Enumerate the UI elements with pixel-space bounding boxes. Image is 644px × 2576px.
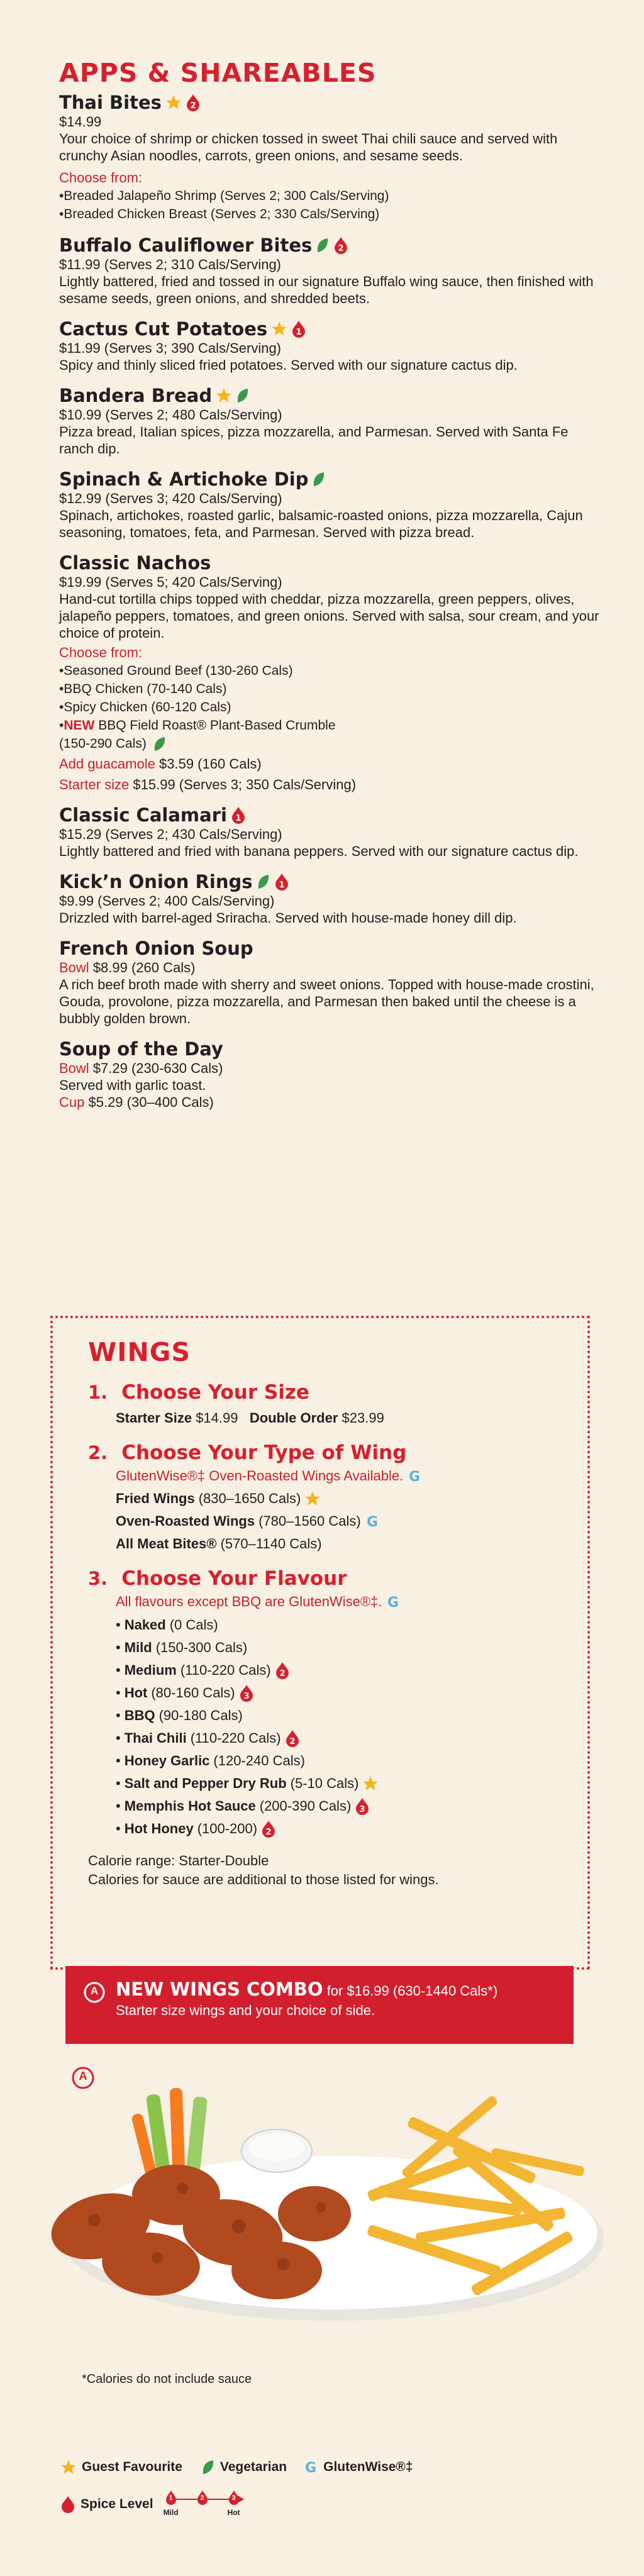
sauce-calorie-note: Calories for sauce are additional to those listed for wings. xyxy=(88,1872,439,1887)
guest-favourite-icon xyxy=(216,387,232,404)
item-description: Pizza bread, Italian spices, pizza mozzarella, and Parmesan. Served with Santa Fe ranch dip. xyxy=(59,424,569,457)
spice-level-1: 1 xyxy=(169,2494,173,2502)
combo-price: for $16.99 (630-1440 Cals*) xyxy=(326,1983,498,1999)
option-item-new-cals: (150-290 Cals) xyxy=(59,735,600,753)
step-title: Choose Your Type of Wing xyxy=(121,1441,407,1464)
apps-section xyxy=(59,58,600,1122)
item-name: Soup of the Day xyxy=(59,1038,223,1060)
flavour-thai-chili: • Thai Chili (110-220 Cals) 2 xyxy=(116,1727,566,1750)
menu-item-classic-nachos xyxy=(59,552,600,793)
spice-mild-label: Mild xyxy=(163,2508,179,2517)
spice-level-3-icon xyxy=(239,1684,254,1702)
spice-level-2-icon xyxy=(186,94,201,111)
wings-section xyxy=(50,1316,590,1970)
step-title: Choose Your Size xyxy=(121,1381,309,1404)
legend-glutenwise: GlutenWise®‡ xyxy=(323,2460,413,2474)
menu-item-buffalo-cauliflower-bites xyxy=(59,235,600,307)
item-description: Spicy and thinly sliced fried potatoes. Served with our signature cactus dip. xyxy=(59,357,518,373)
photo-badge-letter: A xyxy=(79,2070,87,2082)
spice-icon xyxy=(60,2496,75,2513)
step-choose-flavour xyxy=(88,1567,566,1840)
spice-level-2: 2 xyxy=(200,2494,204,2502)
new-label: NEW xyxy=(64,718,95,733)
item-description: Spinach, artichokes, roasted garlic, balsamic-roasted onions, pizza mozzarella, Cajun seasoning, tomatoes, feta, and Parmesan. Served with pizza bread. xyxy=(59,508,583,540)
item-price: $11.99 (Serves 2; 310 Cals/Serving) xyxy=(59,257,281,272)
flavour-mild: • Mild (150-300 Cals) xyxy=(116,1640,248,1655)
spice-hot-label: Hot xyxy=(227,2508,240,2517)
spice-level-1-icon xyxy=(231,806,246,824)
flavour-glutenwise-note: All flavours except BBQ are GlutenWise®‡. G xyxy=(88,1592,566,1611)
step-choose-type xyxy=(88,1441,566,1553)
glutenwise-icon xyxy=(407,1468,422,1484)
guest-favourite-icon xyxy=(304,1491,321,1507)
wings-photo xyxy=(0,2050,644,2352)
item-price: $12.99 (Serves 3; 420 Cals/Serving) xyxy=(59,491,282,506)
item-name: Kick’n Onion Rings xyxy=(59,871,253,892)
item-description: Lightly battered, fried and tossed in our signature Buffalo wing sauce, then finished with sesame seeds, green onions, and shredded beets. xyxy=(59,274,594,306)
wings-title: WINGS xyxy=(88,1337,191,1367)
item-price: $14.99 xyxy=(59,114,102,130)
item-name: Spinach & Artichoke Dip xyxy=(59,469,309,490)
svg-text:3: 3 xyxy=(359,1805,365,1814)
menu-item-french-onion-soup xyxy=(59,938,600,1027)
svg-text:2: 2 xyxy=(338,244,344,253)
apps-title: APPS & SHAREABLES xyxy=(59,58,377,88)
guest-favourite-icon xyxy=(165,94,182,111)
spice-level-1-icon xyxy=(291,320,306,338)
item-description: Drizzled with barrel-aged Sriracha. Served with house-made honey dill dip. xyxy=(59,910,517,926)
spice-level-2-icon xyxy=(333,236,348,254)
item-price: $15.29 (Serves 2; 430 Cals/Serving) xyxy=(59,826,282,842)
choose-from-label: Choose from: xyxy=(59,645,143,660)
vegetarian-icon xyxy=(236,387,250,404)
svg-text:2: 2 xyxy=(265,1828,272,1837)
wing-type-oven-roasted: Oven-Roasted Wings (780–1560 Cals) G xyxy=(88,1512,566,1531)
svg-text:2: 2 xyxy=(190,101,196,111)
vegetarian-icon xyxy=(316,237,330,253)
item-price: Bowl $8.99 (260 Cals) xyxy=(59,960,196,975)
calorie-range-note: Calorie range: Starter-Double xyxy=(88,1853,269,1868)
menu-item-spinach-artichoke-dip xyxy=(59,469,600,541)
guest-favourite-icon xyxy=(271,321,287,337)
menu-item-classic-calamari xyxy=(59,804,600,860)
size-options: Starter Size $14.99 Double Order $23.99 xyxy=(116,1410,384,1426)
combo-subtitle: Starter size wings and your choice of side. xyxy=(116,2002,375,2018)
item-description: Lightly battered and fried with banana peppers. Served with our signature cactus dip. xyxy=(59,843,579,859)
glutenwise-icon xyxy=(365,1514,380,1529)
svg-text:G: G xyxy=(305,2460,317,2475)
option-item: •Spicy Chicken (60-120 Cals) xyxy=(59,700,231,714)
flavour-honey-garlic: • Honey Garlic (120-240 Cals) xyxy=(116,1753,305,1768)
item-price: $11.99 (Serves 3; 390 Cals/Serving) xyxy=(59,340,281,356)
spice-level-2-icon xyxy=(285,1729,300,1747)
menu-item-kickn-onion-rings xyxy=(59,871,600,926)
item-price: Bowl $7.29 (230-630 Cals) xyxy=(59,1060,223,1076)
combo-title: NEW WINGS COMBO xyxy=(116,1979,323,2000)
option-item: •Seasoned Ground Beef (130-260 Cals) xyxy=(59,663,293,678)
svg-text:1: 1 xyxy=(235,814,242,823)
svg-text:G: G xyxy=(409,1469,421,1484)
option-item: •BBQ Chicken (70-140 Cals) xyxy=(59,682,227,696)
legend-spice-level: Spice Level xyxy=(80,2497,153,2511)
vegetarian-icon xyxy=(257,874,270,890)
addon-guacamole: Add guacamole $3.59 (160 Cals) xyxy=(59,756,262,772)
flavour-hot: • Hot (80-160 Cals) 3 xyxy=(116,1682,566,1704)
item-name: Classic Nachos xyxy=(59,552,211,574)
flavour-memphis-hot-sauce: • Memphis Hot Sauce (200-390 Cals) 3 xyxy=(116,1795,566,1818)
menu-item-bandera-bread xyxy=(59,385,600,457)
glutenwise-icon xyxy=(386,1594,401,1609)
spice-level-1-icon xyxy=(274,873,289,891)
starter-size: Starter size $15.99 (Serves 3; 350 Cals/Serving) xyxy=(59,777,357,792)
item-name: Buffalo Cauliflower Bites xyxy=(59,235,313,256)
spice-scale xyxy=(164,2489,252,2519)
item-name: Classic Calamari xyxy=(59,804,227,826)
menu-item-soup-of-the-day xyxy=(59,1038,600,1111)
svg-text:3: 3 xyxy=(243,1692,250,1701)
svg-text:2: 2 xyxy=(279,1669,286,1679)
vegetarian-icon xyxy=(312,471,326,487)
vegetarian-icon xyxy=(153,736,167,752)
option-item: •Breaded Chicken Breast (Serves 2; 330 Cals/Serving) xyxy=(59,207,380,221)
svg-text:G: G xyxy=(366,1514,378,1529)
svg-text:G: G xyxy=(387,1595,399,1609)
item-price: $19.99 (Serves 5; 420 Cals/Serving) xyxy=(59,574,282,590)
item-name: Cactus Cut Potatoes xyxy=(59,318,268,340)
svg-text:1: 1 xyxy=(296,328,302,337)
legend xyxy=(60,2459,601,2519)
calories-footnote: *Calories do not include sauce xyxy=(82,2372,252,2386)
flavour-bbq: • BBQ (90-180 Cals) xyxy=(116,1707,243,1723)
wings-and-fries-illustration xyxy=(25,2069,629,2346)
guest-favourite-icon xyxy=(60,2459,77,2475)
option-item: •Breaded Jalapeño Shrimp (Serves 2; 300 Cals/Serving) xyxy=(59,189,389,203)
wing-type-all-meat-bites: All Meat Bites® (570–1140 Cals) xyxy=(116,1536,322,1552)
item-description: Hand-cut tortilla chips topped with cheddar, pizza mozzarella, green peppers, olives, jalapeño peppers, tomatoes, and green onions. Served with salsa, sour cream, and your choice of protein. xyxy=(59,591,599,641)
step-number: 3. xyxy=(88,1568,108,1589)
vegetarian-icon xyxy=(201,2459,215,2475)
glutenwise-note: GlutenWise®‡ Oven-Roasted Wings Available. G xyxy=(88,1467,566,1485)
spice-level-3-icon xyxy=(355,1797,370,1815)
step-title: Choose Your Flavour xyxy=(121,1567,347,1590)
item-description: Your choice of shrimp or chicken tossed in sweet Thai chili sauce and served with crunchy Asian noodles, carrots, green onions, and sesame seeds. xyxy=(59,131,558,164)
flavour-naked: • Naked (0 Cals) xyxy=(116,1617,218,1633)
item-price-cup: Cup $5.29 (30–400 Cals) xyxy=(59,1094,214,1110)
spice-level-3: 3 xyxy=(231,2494,236,2502)
choose-from-label: Choose from: xyxy=(59,170,143,186)
item-description: A rich beef broth made with sherry and sweet onions. Topped with house-made crostini, Gouda, provolone, pizza mozzarella, and Parmesan then baked until the cheese is a bubbly golden brown. xyxy=(59,977,594,1026)
svg-text:1: 1 xyxy=(278,880,285,890)
legend-vegetarian: Vegetarian xyxy=(219,2460,287,2474)
step-choose-size xyxy=(88,1381,566,1428)
item-name: Bandera Bread xyxy=(59,385,213,406)
step-number: 1. xyxy=(88,1382,108,1403)
wings-combo-banner xyxy=(65,1966,574,2044)
item-name: French Onion Soup xyxy=(59,938,253,959)
option-item-new: •NEW BBQ Field Roast® Plant-Based Crumble xyxy=(59,718,336,733)
flavour-hot-honey: • Hot Honey (100-200) 2 xyxy=(116,1818,566,1840)
item-price: $9.99 (Serves 2; 400 Cals/Serving) xyxy=(59,893,275,909)
flavour-salt-pepper-dry-rub: • Salt and Pepper Dry Rub (5-10 Cals) xyxy=(116,1772,566,1795)
menu-item-thai-bites xyxy=(59,92,600,223)
svg-text:2: 2 xyxy=(289,1737,296,1746)
glutenwise-icon xyxy=(303,2460,318,2475)
item-description: Served with garlic toast. xyxy=(59,1077,206,1093)
spice-level-2-icon xyxy=(261,1820,276,1838)
item-price: $10.99 (Serves 2; 480 Cals/Serving) xyxy=(59,407,282,423)
step-number: 2. xyxy=(88,1442,108,1463)
legend-guest-favourite: Guest Favourite xyxy=(82,2460,182,2474)
wing-type-fried: Fried Wings (830–1650 Cals) xyxy=(88,1489,566,1508)
item-name: Thai Bites xyxy=(59,92,162,113)
flavour-medium: • Medium (110-220 Cals) 2 xyxy=(116,1659,566,1682)
guest-favourite-icon xyxy=(362,1775,379,1792)
combo-badge-letter: A xyxy=(90,1985,99,1997)
spice-level-2-icon xyxy=(275,1662,290,1679)
menu-item-cactus-cut-potatoes xyxy=(59,318,600,374)
